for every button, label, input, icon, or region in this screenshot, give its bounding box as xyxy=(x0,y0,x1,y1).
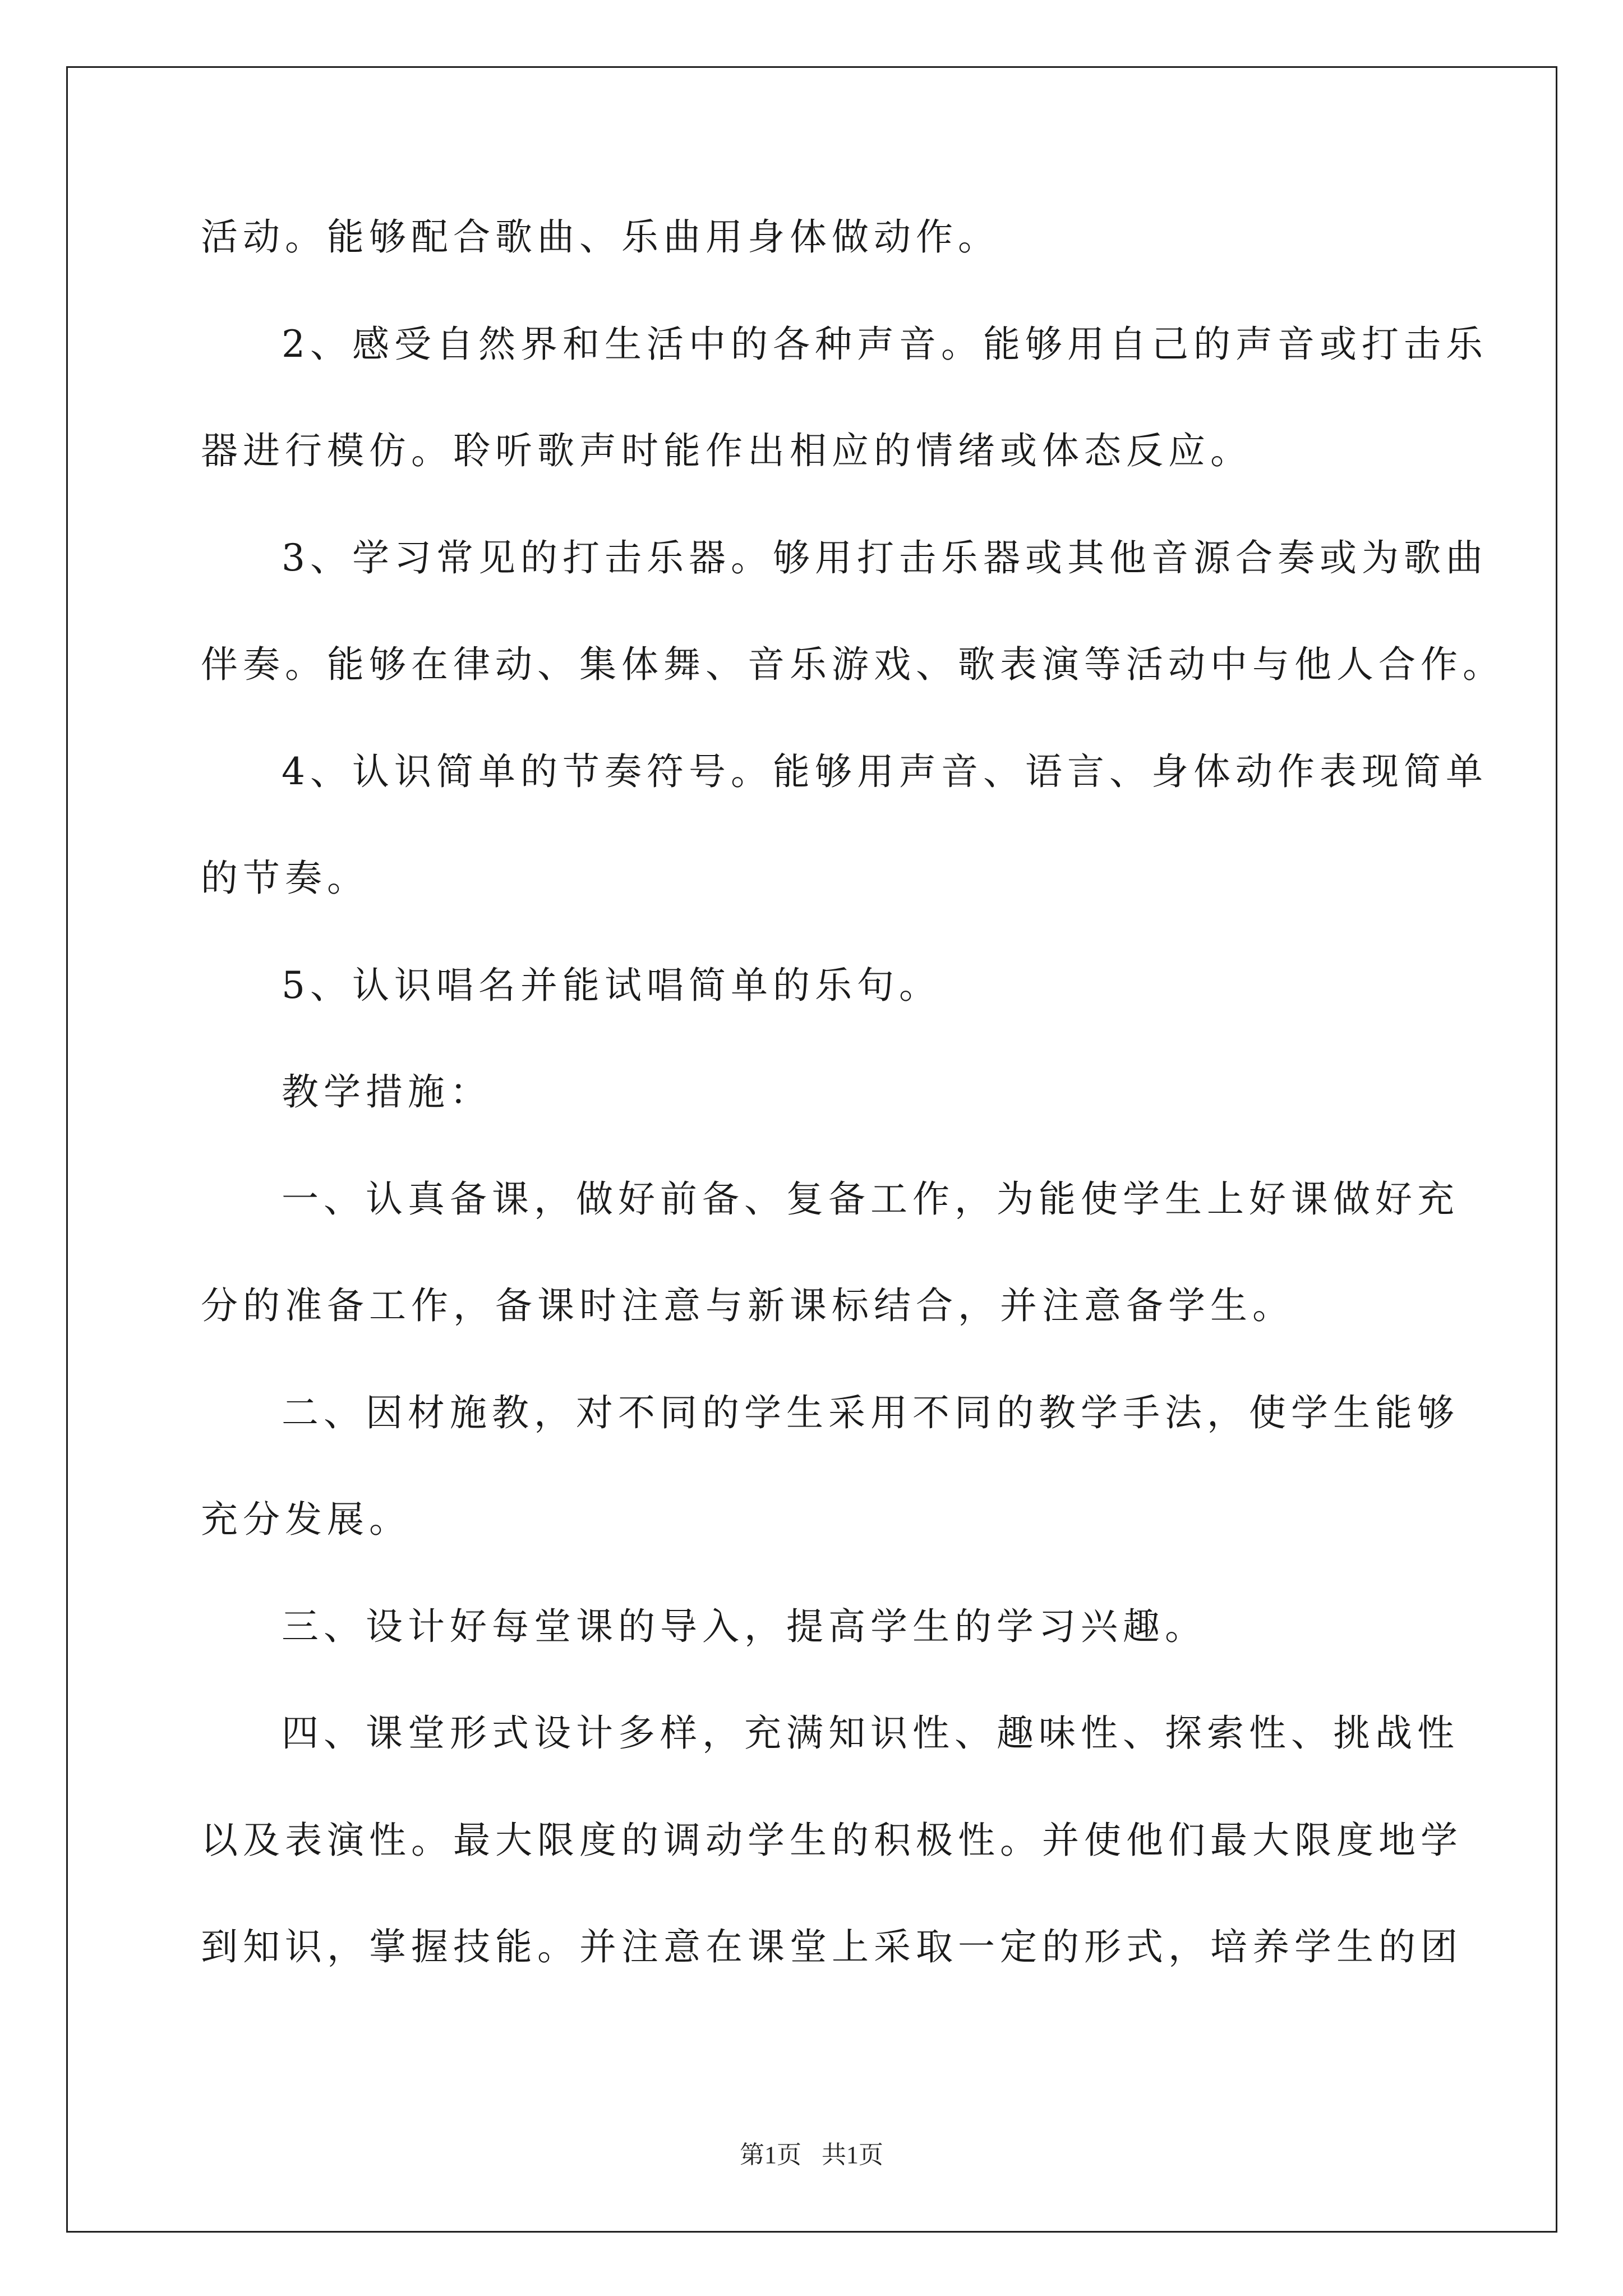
text-line: 4、认识简单的节奏符号。能够用声音、语言、身体动作表现简单 xyxy=(282,749,1488,793)
text-line: 的节奏。 xyxy=(201,857,369,900)
text-line: 器进行模仿。聆听歌声时能作出相应的情绪或体态反应。 xyxy=(201,429,1252,472)
text-line: 教学措施： xyxy=(282,1070,492,1114)
page-footer xyxy=(0,2143,1623,2168)
text-line: 到知识，掌握技能。并注意在课堂上采取一定的形式，培养学生的团 xyxy=(201,1925,1463,1968)
text-line: 三、设计好每堂课的导入，提高学生的学习兴趣。 xyxy=(282,1604,1207,1648)
text-line: 活动。能够配合歌曲、乐曲用身体做动作。 xyxy=(201,215,1000,259)
text-line: 5、认识唱名并能试唱简单的乐句。 xyxy=(282,963,941,1007)
text-line: 3、学习常见的打击乐器。够用打击乐器或其他音源合奏或为歌曲 xyxy=(282,536,1488,579)
text-line: 二、因材施教，对不同的学生采用不同的教学手法，使学生能够 xyxy=(282,1391,1459,1434)
text-line: 四、课堂形式设计多样，充满知识性、趣味性、探索性、挑战性 xyxy=(282,1711,1459,1755)
total-pages-label: 共1页 xyxy=(822,2141,883,2169)
page-border xyxy=(66,66,1557,2233)
text-line: 一、认真备课，做好前备、复备工作，为能使学生上好课做好充 xyxy=(282,1177,1459,1221)
text-line: 充分发展。 xyxy=(201,1498,411,1541)
text-line: 2、感受自然界和生活中的各种声音。能够用自己的声音或打击乐 xyxy=(282,322,1488,366)
text-line: 以及表演性。最大限度的调动学生的积极性。并使他们最大限度地学 xyxy=(201,1818,1463,1862)
text-line: 分的准备工作，备课时注意与新课标结合，并注意备学生。 xyxy=(201,1284,1294,1327)
text-line: 伴奏。能够在律动、集体舞、音乐游戏、歌表演等活动中与他人合作。 xyxy=(201,643,1505,686)
current-page-label: 第1页 xyxy=(740,2141,801,2169)
